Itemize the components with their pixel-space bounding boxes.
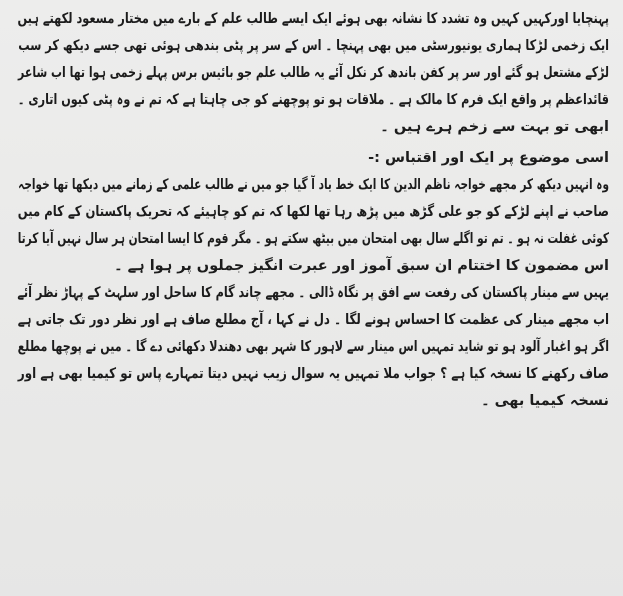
paragraph-1 <box>18 6 609 141</box>
document-body <box>18 6 609 415</box>
paragraph-2 <box>18 145 609 172</box>
text-line: صاحب نے اپنے لڑکے کو جو علی گڑھ میں پڑھ رہا تھا لکھا کہ تم کو چاہیئے کہ تحریک پاکستان کے کام میں <box>17 204 609 220</box>
text-line: قائداعظم پر واقع ایک فرم کا مالک ہے ۔ ملاقات ہو تو پوچھنے کو جی چاہتا ہے کہ تم نے وہ پٹی کیوں اتاری ۔ <box>17 92 609 108</box>
text-line: نسخہ کیمیا بھی ۔ <box>481 393 609 409</box>
paragraph-4 <box>18 280 609 415</box>
text-line: کوئی غفلت نہ ہو ۔ تم تو اگلے سال بھی امتحان میں بیٹھ سکتے ہو ۔ مگر قوم کا ایسا امتحان ہر سال نہیں آیا کرتا <box>17 231 609 247</box>
text-line: پہنچایا اورکہیں کہیں وہ تشدد کا نشانہ بھی ہوئے ایک ایسے طالب علم کے بارے میں مختار مسعود لکھتے ہیں <box>17 11 609 27</box>
text-line: اب مجھے مینار کی عظمت کا احساس ہونے لگا ۔ دل نے کہا ، آج مطلع صاف ہے اور نظر دور تک جاتی ہے <box>17 312 609 328</box>
paragraph-3 <box>18 172 609 280</box>
text-line: اس مضمون کا اختتام ان سبق آموز اور عبرت انگیز جملوں پر ہوا ہے ۔ <box>114 258 609 274</box>
text-line: اگر ہو اغبار آلود ہو تو شاید تمہیں اس مینار سے لاہور کا شہر بھی دھندلا دکھائی دے گا ۔ میں نے پوچھا مطلع <box>17 339 610 355</box>
text-line: ابھی تو بہت سے زخم ہرے ہیں ۔ <box>380 119 609 135</box>
text-line: اسی موضوع پر ایک اور اقتباس :- <box>368 150 609 166</box>
text-line: ایک زخمی لڑکا ہماری یونیورسٹی میں بھی پہنچا ۔ اس کے سر پر پٹی بندھی ہوئی تھی جسے دیکھ کر سب <box>18 38 609 54</box>
text-line: لڑکے مشتعل ہو گئے اور سر پر کفن باندھ کر نکل آئے یہ طالب علم جو بائیس برس پہلے زخمی ہوا تھا اب شاعر <box>18 65 609 81</box>
text-line: یہیں سے مینار پاکستان کی رفعت سے افق پر نگاہ ڈالی ۔ مجھے چاند گام کا ساحل اور سلہٹ کے پہاڑ نظر آئے <box>17 285 609 301</box>
text-line: صاف رکھنے کا نسخہ کیا ہے ؟ جواب ملا تمہیں یہ سوال زیب نہیں دیتا تمہارے پاس تو کیمیا بھی ہے اور <box>17 366 610 382</box>
text-line: وہ انہیں دیکھ کر مجھے خواجہ ناظم الدین کا ایک خط یاد آ گیا جو میں نے طالب علمی کے زمانے میں دیکھا تھا خواجہ <box>18 177 609 193</box>
